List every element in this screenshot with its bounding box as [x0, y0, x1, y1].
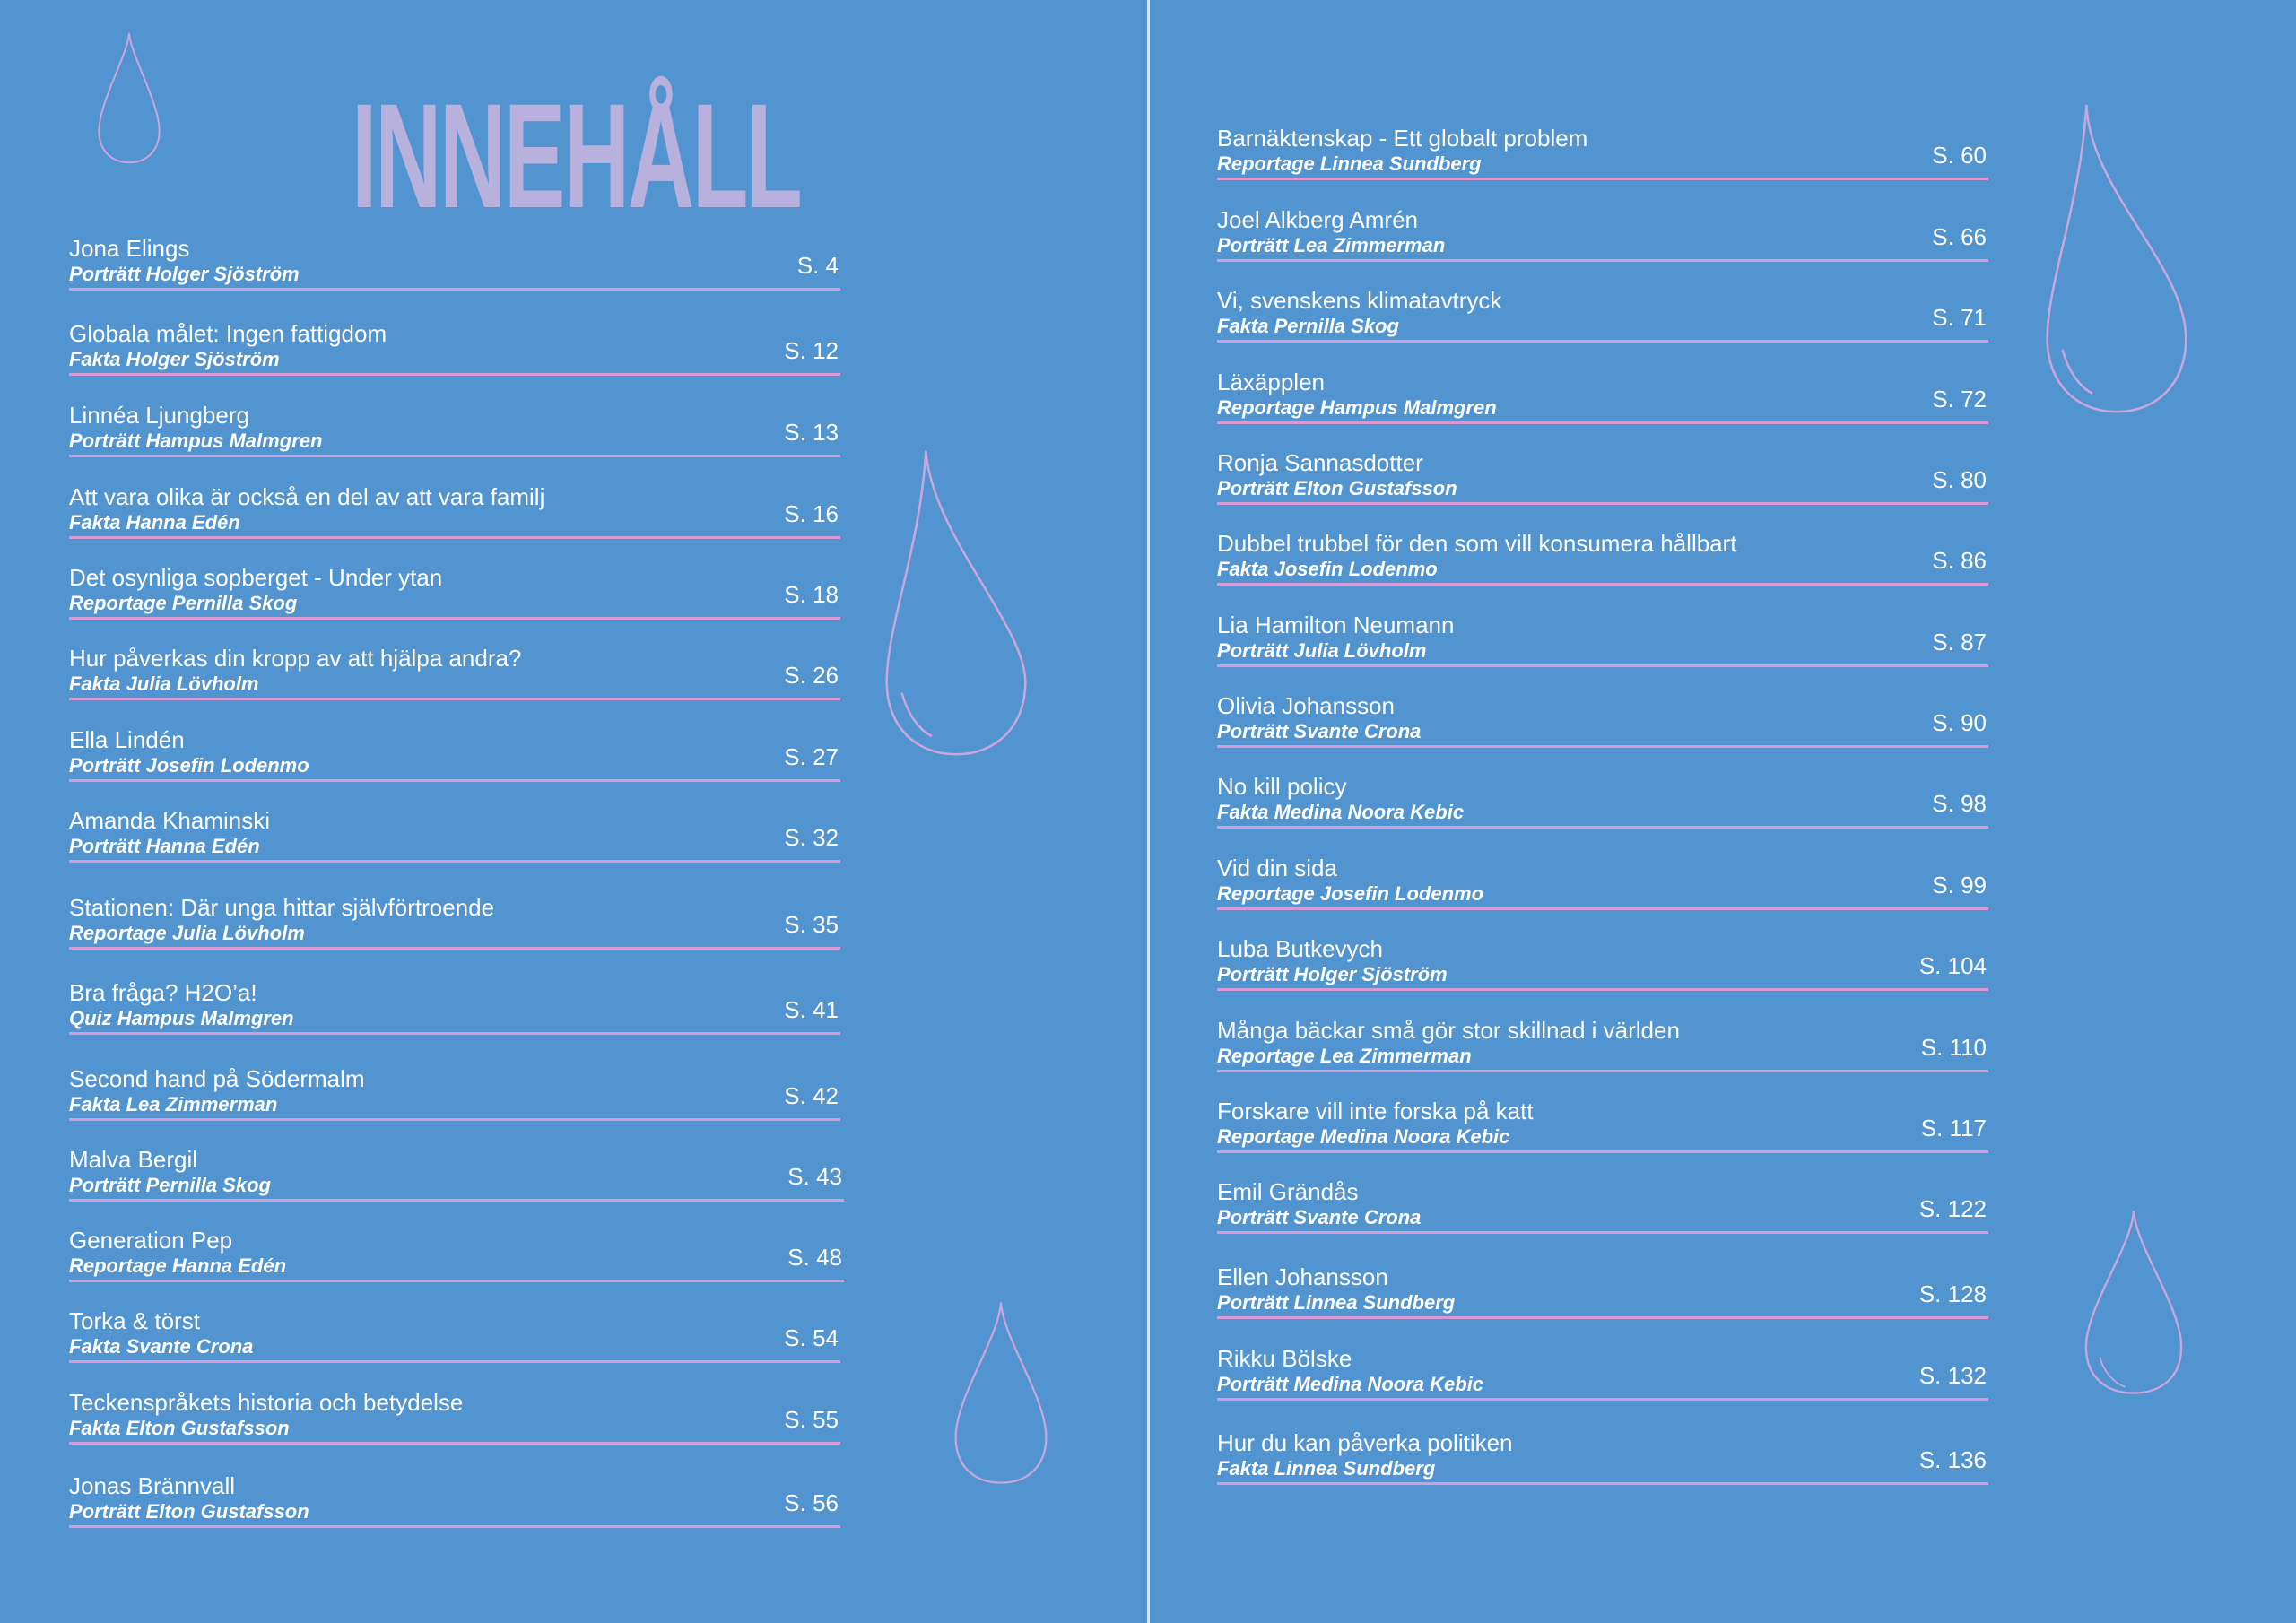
leader-line [1217, 259, 1988, 262]
water-drop-icon [2081, 1207, 2187, 1397]
entry-byline: Fakta Josefin Lodenmo [1217, 558, 1438, 580]
toc-entry[interactable] [1217, 935, 1988, 991]
toc-entry[interactable] [1217, 1017, 1988, 1072]
entry-title: Vid din sida [1217, 855, 1337, 881]
entry-page-number: S. 136 [1918, 1446, 1987, 1473]
toc-entry[interactable] [69, 894, 840, 950]
entry-byline: Reportage Hampus Malmgren [1217, 396, 1497, 419]
entry-page-number: S. 41 [784, 996, 839, 1023]
entry-page-number: S. 43 [787, 1163, 842, 1190]
entry-title: Olivia Johansson [1217, 692, 1395, 719]
toc-entry[interactable] [69, 320, 840, 376]
entry-byline: Reportage Pernilla Skog [69, 592, 298, 614]
entry-byline: Porträtt Lea Zimmerman [1217, 234, 1446, 256]
entry-byline: Porträtt Julia Lövholm [1217, 639, 1427, 662]
leader-line [1217, 1398, 1988, 1401]
toc-entry[interactable] [69, 726, 840, 782]
entry-title: Ellen Johansson [1217, 1263, 1388, 1290]
entry-page-number: S. 72 [1932, 386, 1987, 412]
toc-entry[interactable] [69, 1472, 840, 1528]
entry-title: Vi, svenskens klimatavtryck [1217, 287, 1502, 314]
leader-line [1217, 583, 1988, 586]
toc-entry[interactable] [1217, 206, 1988, 262]
entry-byline: Porträtt Elton Gustafsson [69, 1500, 309, 1523]
entry-byline: Reportage Josefin Lodenmo [1217, 882, 1484, 905]
toc-entry[interactable] [1217, 125, 1988, 180]
leader-line [69, 617, 840, 620]
entry-byline: Porträtt Svante Crona [1217, 1206, 1422, 1228]
entry-page-number: S. 87 [1932, 629, 1987, 655]
toc-entry[interactable] [1217, 612, 1988, 667]
entry-page-number: S. 26 [784, 662, 839, 689]
entry-title: Många bäckar små gör stor skillnad i världen [1217, 1017, 1680, 1044]
entry-byline: Fakta Medina Noora Kebic [1217, 801, 1465, 823]
toc-entry[interactable] [1217, 1178, 1988, 1234]
toc-entry[interactable] [1217, 773, 1988, 829]
leader-line [1217, 1231, 1988, 1234]
toc-entry[interactable] [1217, 449, 1988, 505]
entry-byline: Porträtt Pernilla Skog [69, 1174, 271, 1196]
water-drop-icon [2041, 99, 2192, 418]
toc-entry[interactable] [1217, 530, 1988, 586]
entry-title: Hur påverkas din kropp av att hjälpa andra? [69, 645, 522, 672]
entry-title: Generation Pep [69, 1227, 233, 1254]
entry-byline: Porträtt Holger Sjöström [1217, 963, 1448, 985]
entry-title: Barnäktenskap - Ett globalt problem [1217, 125, 1588, 152]
leader-line [1217, 745, 1988, 748]
entry-page-number: S. 12 [784, 337, 839, 364]
leader-line [1217, 1316, 1988, 1319]
entry-byline: Reportage Linnea Sundberg [1217, 152, 1482, 175]
entry-title: Lia Hamilton Neumann [1217, 612, 1455, 638]
toc-entry[interactable] [69, 1227, 844, 1282]
leader-line [1217, 502, 1988, 505]
entry-page-number: S. 42 [784, 1082, 839, 1109]
entry-title: Globala målet: Ingen fattigdom [69, 320, 387, 347]
water-drop-icon [93, 30, 165, 167]
entry-page-number: S. 122 [1918, 1195, 1987, 1222]
entry-page-number: S. 132 [1918, 1362, 1987, 1389]
entry-byline: Porträtt Svante Crona [1217, 720, 1422, 742]
entry-byline: Fakta Elton Gustafsson [69, 1417, 290, 1439]
leader-line [1217, 340, 1988, 343]
toc-entry[interactable] [69, 1146, 844, 1202]
entry-byline: Porträtt Linnea Sundberg [1217, 1291, 1456, 1314]
leader-line [69, 1032, 840, 1035]
entry-page-number: S. 55 [784, 1406, 839, 1433]
toc-entry[interactable] [1217, 1345, 1988, 1401]
entry-page-number: S. 71 [1932, 304, 1987, 331]
entry-page-number: S. 18 [784, 581, 839, 608]
entry-byline: Porträtt Hampus Malmgren [69, 430, 323, 452]
toc-entry[interactable] [1217, 369, 1988, 424]
entry-page-number: S. 128 [1918, 1280, 1987, 1307]
toc-entry[interactable] [69, 1389, 840, 1445]
leader-line [1217, 988, 1988, 991]
entry-title: Amanda Khaminski [69, 807, 270, 834]
entry-page-number: S. 54 [784, 1324, 839, 1351]
entry-byline: Porträtt Elton Gustafsson [1217, 477, 1457, 499]
entry-page-number: S. 32 [784, 824, 839, 851]
entry-title: Jona Elings [69, 235, 190, 262]
entry-byline: Fakta Holger Sjöström [69, 348, 280, 370]
entry-page-number: S. 16 [784, 500, 839, 527]
leader-line [69, 1118, 840, 1121]
entry-title: Ronja Sannasdotter [1217, 449, 1423, 476]
entry-page-number: S. 117 [1920, 1115, 1987, 1141]
entry-title: Joel Alkberg Amrén [1217, 206, 1419, 233]
entry-page-number: S. 110 [1920, 1034, 1987, 1061]
entry-title: No kill policy [1217, 773, 1347, 800]
entry-title: Det osynliga sopberget - Under ytan [69, 564, 443, 591]
entry-byline: Porträtt Holger Sjöström [69, 263, 300, 285]
entry-byline: Fakta Pernilla Skog [1217, 315, 1399, 337]
toc-entry[interactable] [69, 483, 840, 539]
entry-title: Malva Bergil [69, 1146, 198, 1173]
entry-page-number: S. 90 [1932, 709, 1987, 736]
leader-line [1217, 1070, 1988, 1072]
entry-page-number: S. 104 [1918, 952, 1987, 979]
entry-page-number: S. 60 [1932, 142, 1987, 169]
entry-title: Rikku Bölske [1217, 1345, 1352, 1372]
entry-byline: Reportage Lea Zimmerman [1217, 1045, 1472, 1067]
leader-line [69, 1199, 844, 1202]
leader-line [69, 860, 840, 863]
toc-entry[interactable] [69, 1307, 840, 1363]
leader-line [69, 1280, 844, 1282]
leader-line [1217, 907, 1988, 910]
entry-page-number: S. 86 [1932, 547, 1987, 574]
entry-title: Dubbel trubbel för den som vill konsumera hållbart [1217, 530, 1737, 557]
entry-title: Linnéa Ljungberg [69, 402, 249, 429]
entry-byline: Porträtt Medina Noora Kebic [1217, 1373, 1484, 1395]
entry-byline: Reportage Julia Lövholm [69, 922, 305, 944]
toc-entry[interactable] [69, 235, 840, 291]
entry-page-number: S. 66 [1932, 223, 1987, 250]
entry-byline: Fakta Svante Crona [69, 1335, 254, 1358]
toc-entry[interactable] [1217, 287, 1988, 343]
toc-entry[interactable] [1217, 855, 1988, 910]
leader-line [69, 288, 840, 291]
right-page [1148, 0, 2296, 1623]
entry-page-number: S. 80 [1932, 466, 1987, 493]
entry-title: Luba Butkevych [1217, 935, 1384, 962]
leader-line [69, 779, 840, 782]
toc-entry[interactable] [69, 979, 840, 1035]
entry-byline: Fakta Julia Lövholm [69, 673, 259, 695]
leader-line [69, 1525, 840, 1528]
toc-entry[interactable] [1217, 1263, 1988, 1319]
entry-page-number: S. 4 [796, 252, 839, 279]
leader-line [69, 1360, 840, 1363]
water-drop-icon [951, 1298, 1051, 1487]
entry-page-number: S. 13 [784, 419, 839, 446]
entry-title: Stationen: Där unga hittar självförtroende [69, 894, 495, 921]
entry-byline: Porträtt Josefin Lodenmo [69, 754, 309, 777]
toc-entry[interactable] [69, 807, 840, 863]
toc-entry[interactable] [1217, 1429, 1988, 1485]
entry-byline: Quiz Hampus Malmgren [69, 1007, 294, 1029]
leader-line [1217, 178, 1988, 180]
leader-line [69, 455, 840, 457]
entry-title: Torka & törst [69, 1307, 200, 1334]
toc-entry[interactable] [69, 402, 840, 457]
entry-byline: Fakta Linnea Sundberg [1217, 1457, 1436, 1480]
leader-line [69, 536, 840, 539]
toc-entry[interactable] [1217, 692, 1988, 748]
entry-title: Jonas Brännvall [69, 1472, 235, 1499]
toc-entry[interactable] [69, 645, 840, 700]
page-title: INNEHÅLL [352, 74, 801, 239]
entry-page-number: S. 99 [1932, 872, 1987, 898]
leader-line [69, 373, 840, 376]
leader-line [69, 1442, 840, 1445]
entry-title: Second hand på Södermalm [69, 1065, 365, 1092]
entry-title: Hur du kan påverka politiken [1217, 1429, 1513, 1456]
leader-line [69, 698, 840, 700]
entry-title: Att vara olika är också en del av att vara familj [69, 483, 545, 510]
entry-page-number: S. 35 [784, 911, 839, 938]
leader-line [1217, 664, 1988, 667]
toc-entry[interactable] [69, 1065, 840, 1121]
entry-byline: Porträtt Hanna Edén [69, 835, 260, 857]
leader-line [1217, 1482, 1988, 1485]
entry-title: Bra fråga? H2O’a! [69, 979, 257, 1006]
toc-entry[interactable] [1217, 1098, 1988, 1153]
entry-page-number: S. 56 [784, 1489, 839, 1516]
entry-page-number: S. 98 [1932, 790, 1987, 817]
entry-title: Läxäpplen [1217, 369, 1325, 395]
entry-byline: Fakta Hanna Edén [69, 511, 240, 534]
entry-page-number: S. 27 [784, 743, 839, 770]
entry-byline: Reportage Medina Noora Kebic [1217, 1125, 1510, 1148]
entry-title: Forskare vill inte forska på katt [1217, 1098, 1534, 1124]
leader-line [69, 947, 840, 950]
leader-line [1217, 1150, 1988, 1153]
entry-byline: Reportage Hanna Edén [69, 1254, 287, 1277]
toc-entry[interactable] [69, 564, 840, 620]
entry-title: Emil Grändås [1217, 1178, 1359, 1205]
entry-title: Ella Lindén [69, 726, 185, 753]
water-drop-icon [881, 445, 1031, 760]
entry-title: Teckenspråkets historia och betydelse [69, 1389, 464, 1416]
leader-line [1217, 826, 1988, 829]
leader-line [1217, 421, 1988, 424]
entry-byline: Fakta Lea Zimmerman [69, 1093, 278, 1115]
entry-page-number: S. 48 [787, 1244, 842, 1271]
